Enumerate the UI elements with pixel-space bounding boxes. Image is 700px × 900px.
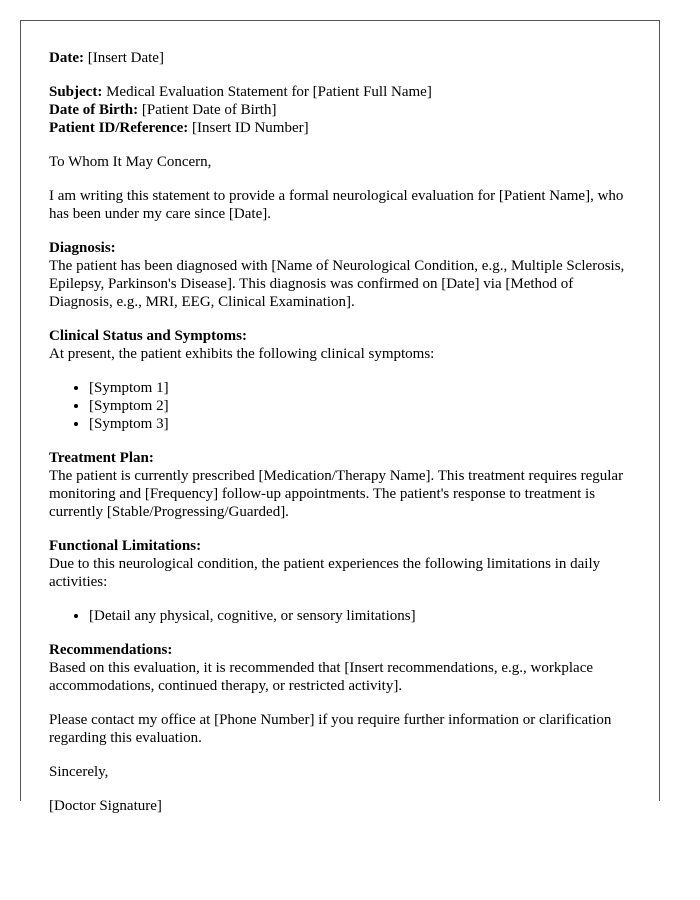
patient-id-label: Patient ID/Reference: — [49, 120, 189, 136]
diagnosis-section — [49, 239, 635, 311]
patient-id-value: [Insert ID Number] — [188, 120, 309, 136]
dob-value: [Patient Date of Birth] — [138, 102, 277, 118]
treatment-heading: Treatment Plan: — [49, 450, 154, 466]
subject-line — [49, 83, 635, 101]
limitations-text: Due to this neurological condition, the patient experiences the following limitations in daily activities: — [49, 556, 601, 590]
recommendations-heading: Recommendations: — [49, 642, 173, 658]
list-item: • [Symptom 1] — [89, 379, 635, 397]
closing: Sincerely, — [49, 764, 109, 780]
subject-value: Medical Evaluation Statement for [Patient Full Name] — [102, 84, 432, 100]
clinical-text: At present, the patient exhibits the following clinical symptoms: — [49, 346, 435, 362]
diagnosis-text: The patient has been diagnosed with [Name of Neurological Condition, e.g., Multiple Sclerosis, Epilepsy, Parkinson's Disease]. This diagnosis was confirmed on [Date] via [Method of Diagnosis, e.g., MRI, EEG, Clinical Examination]. — [49, 258, 625, 310]
recommendations-section — [49, 641, 635, 695]
list-item: • [Symptom 2] — [89, 397, 635, 415]
clinical-section — [49, 327, 635, 363]
letter-page — [20, 20, 660, 814]
treatment-text: The patient is currently prescribed [Medication/Therapy Name]. This treatment requires regular monitoring and [Frequency] follow-up appointments. The patient's response to treatment is currently [Stable/Progressing/Guarded]. — [49, 468, 624, 520]
limitations-heading: Functional Limitations: — [49, 538, 202, 554]
salutation: To Whom It May Concern, — [49, 154, 212, 170]
symptom-list — [49, 379, 635, 433]
list-item: • [Symptom 3] — [89, 415, 635, 433]
limitations-list — [49, 607, 635, 625]
treatment-section — [49, 449, 635, 521]
limitations-section — [49, 537, 635, 591]
diagnosis-heading: Diagnosis: — [49, 240, 116, 256]
subject-label: Subject: — [49, 84, 103, 100]
dob-line — [49, 101, 635, 119]
patient-id-line — [49, 119, 635, 137]
dob-label: Date of Birth: — [49, 102, 139, 118]
list-item: • [Detail any physical, cognitive, or sensory limitations] — [89, 607, 635, 625]
date-label: Date: — [49, 50, 84, 66]
letter-body — [49, 49, 635, 831]
date-line — [49, 49, 635, 67]
contact-paragraph: Please contact my office at [Phone Number] if you require further information or clarification regarding this evaluation. — [49, 712, 612, 746]
date-value: [Insert Date] — [83, 50, 164, 66]
signature-line: [Doctor Signature] — [49, 798, 162, 814]
recommendations-text: Based on this evaluation, it is recommended that [Insert recommendations, e.g., workplace accommodations, continued therapy, or restricted activity]. — [49, 660, 594, 694]
intro-paragraph: I am writing this statement to provide a formal neurological evaluation for [Patient Name], who has been under my care since [Date]. — [49, 188, 624, 222]
clinical-heading: Clinical Status and Symptoms: — [49, 328, 247, 344]
patient-info-block — [49, 83, 635, 137]
